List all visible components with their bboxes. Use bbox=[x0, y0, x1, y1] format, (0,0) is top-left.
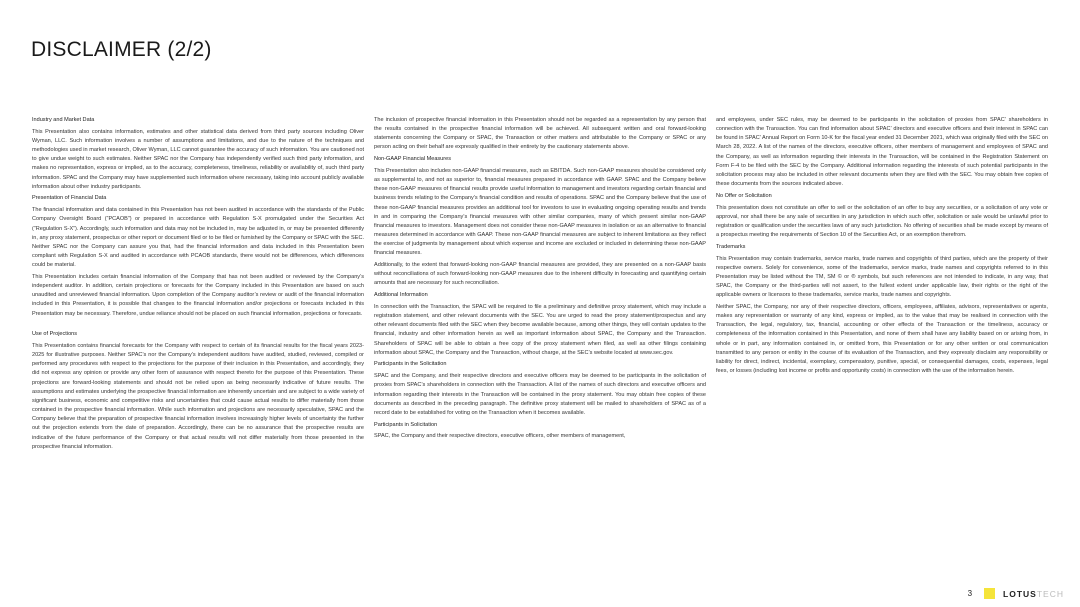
paragraph: This presentation does not constitute an offer to sell or the solicitation of an offer to buy any securities, or a solicitation of any vote or approval, nor shall there be any sale of securities in any jurisdiction in which such offer, solicitation or sale would be unlawful prior to registration or qualification under the securities laws of any such jurisdiction. No offering of securities shall be made except by means of a prospectus meeting the requirements of Section 10 of the Securities Act, or an exemption therefrom. bbox=[716, 204, 1048, 239]
logo-bold-text: LOTUS bbox=[1003, 588, 1037, 599]
section-heading: Industry and Market Data bbox=[32, 117, 95, 123]
section-heading: Participants in the Solicitation bbox=[374, 361, 447, 368]
column-middle bbox=[374, 116, 706, 454]
lotus-tech-logo bbox=[1003, 589, 1064, 599]
section-heading: No Offer or Solicitation bbox=[716, 192, 772, 199]
section-heading: Use of Projections bbox=[32, 331, 78, 338]
paragraph: This Presentation may contain trademarks, service marks, trade names and copyrights of third parties, which are the property of their respective owners. Solely for convenience, some of the trademarks, service marks, trade names and copyrights referred to in this Presentation may be listed without the TM, SM © or ® symbols, but such references are not intended to indicate, in any way, that SPAC, the Company or the third-parties will not assert, to the fullest extent under applicable law, their rights or the right of the applicable owners or licensors to these trademarks, service marks, trade names and copyrights. bbox=[716, 255, 1048, 299]
column-right bbox=[716, 116, 1048, 454]
paragraph: The inclusion of prospective financial information in this Presentation should not be regarded as a representation by any person that the results contained in the prospective financial information will be achieved. All subsequent written and oral forward-looking statements concerning the Company or SPAC, the Transaction or other matters and attributable to the Company or SPAC or any person acting on their behalf are expressly qualified in their entirety by the cautionary statements above. bbox=[374, 117, 706, 151]
section-heading: Additional Information bbox=[374, 292, 428, 299]
disclaimer-columns bbox=[32, 116, 1048, 454]
logo-light-text: TECH bbox=[1036, 588, 1064, 599]
paragraph: SPAC and the Company, and their respective directors and executive officers may be deemed to be participants in the solicitation of proxies from SPAC’s shareholders in connection with the Transaction. A list of the names of such directors and executive officers and information regarding their interests in the Transaction will be contained in the proxy statement. You may obtain free copies of these documents as described in the preceding paragraph. The definitive proxy statement will be mailed to shareholders of SPAC as of a record date to be established for voting on the Transaction when it becomes available. bbox=[374, 373, 706, 416]
footer bbox=[968, 588, 1064, 599]
paragraph: This Presentation includes certain financial information of the Company that has not been audited or reviewed by the Company’s independent auditor. In addition, certain projections or forecasts for the Company included in this Presentation are based on such unaudited and unreviewed financial information. Upon completion of the Company auditor’s review or audit of the financial information included in this Presentation, it is possible that changes to the financial information and/or projections or forecasts included in this Presentation may be necessary. Therefore, undue reliance should not be placed on such financial information, projections or forecasts. bbox=[32, 273, 364, 317]
paragraph: In connection with the Transaction, the SPAC will be required to file a preliminary and definitive proxy statement, which may include a registration statement, and other relevant documents with the SEC. You are urged to read the proxy statement/prospectus and any other relevant documents filed with the SEC when they become available because, among other things, they will contain updates to the financial, industry and other information herein as well as important information about SPAC, the Company and the Transaction. Shareholders of SPAC will be able to obtain a free copy of the proxy statement when filed, as well as other filings containing information about SPAC, the Company and the Transaction, without charge, at the SEC’s website located at www.sec.gov. bbox=[374, 303, 706, 356]
paragraph: SPAC, the Company and their respective directors, executive officers, other members of management, bbox=[374, 433, 626, 440]
logo-square-icon bbox=[984, 588, 995, 599]
paragraph: The financial information and data contained in this Presentation has not been audited in accordance with the standards of the Public Company Oversight Board (“PCAOB”) or prepared in accordance with Regulation S-X promulgated under the Securities Act (“Regulation S-X”). Accordingly, such information and data may not be included in, may be adjusted in, or may be presented differently in, any proxy statement, prospectus or other report or document filed or to be filed or furnished by the Company or SPAC with the SEC. Neither SPAC nor the Company can assure you that, had the financial information and data included in this Presentation been compliant with Regulation S-X and audited in accordance with PCAOB standards, there would not be differences, which differences could be material. bbox=[32, 207, 364, 269]
paragraph: This Presentation also contains information, estimates and other statistical data derived from third party sources including Oliver Wyman, LLC. Such information involves a number of assumptions and limitations, and due to the nature of the techniques and methodologies used in market research, Oliver Wyman, LLC cannot guarantee the accuracy of such information. You are cautioned not to give undue weight to such estimates. Neither SPAC nor the Company has independently verified such third party information, and makes no representation, express or implied, as to the accuracy, completeness, timeliness, reliability or availability of, such third party information. SPAC and the Company may have supplemented such information where necessary, taking into account publicly available information about other industry participants. bbox=[32, 128, 364, 190]
section-spacer bbox=[32, 321, 364, 330]
paragraph: and employees, under SEC rules, may be deemed to be participants in the solicitation of proxies from SPAC’ shareholders in connection with the Transaction. You can find information about SPAC’ directors and executive officers and their interest in SPAC can be found in SPAC’ Annual Report on Form 10-K for the fiscal year ended 31 December 2021, which was originally filed with the SEC on March 28, 2022. A list of the names of the directors, executive officers, other members of management and employees of SPAC and the Company, as well as information regarding their interests in the Transaction, will be contained in the Registration Statement on Form F-4 to be filed with the SEC by the Company. Additional information regarding the interests of such potential participants in the solicitation process may also be included in other relevant documents when they are filed with the SEC. You may obtain free copies of these documents from the sources indicated above. bbox=[716, 117, 1048, 188]
paragraph: Neither SPAC, the Company, nor any of their respective directors, officers, employees, affiliates, advisors, representatives or agents, makes any representation or warranty of any kind, express or implied, as to the value that may be realised in connection with the Transaction, the legal, regulatory, tax, financial, accounting or other effects of the Transaction or the timeliness, accuracy or completeness of the information contained in this Presentation, and none of them shall have any liability based on or arising from, in whole or in part, any information contained in, or omitted from, this Presentation or for any other written or oral communication transmitted to any person or entity in the course of its evaluation of the Transaction, and they expressly disclaim any responsibility or liability for direct, indirect, incidental, exemplary, compensatory, punitive, special, or consequential damages, costs, expenses, legal fees, or losses (including lost income or profits and opportunity costs) in connection with the use of the information herein. bbox=[716, 303, 1048, 375]
paragraph: This Presentation contains financial forecasts for the Company with respect to certain of its financial results for the fiscal years 2023-2025 for illustrative purposes. Neither SPAC’s nor the Company’s independent auditors have audited, studied, reviewed, compiled or performed any procedures with respect to the projections for the purpose of their inclusion in this Presentation, and accordingly, they did not express any opinion or provide any other form of assurance with respect thereto for the purpose of this Presentation. These projections are forward-looking statements and should not be relied upon as being necessarily indicative of future results. The assumptions and estimates underlying the prospective financial information are inherently uncertain and are subject to a wide variety of significant business, economic and competitive risks and uncertainties that could cause actual results to differ materially from those contained in the prospective financial information. While such information and projections are necessarily speculative, SPAC and the Company believe that the preparation of prospective financial information involves increasingly higher levels of uncertainty the further out the projection extends from the date of preparation. Accordingly, there can be no assurance that the prospective results are indicative of the future performance of the Company or that actual results will not differ materially from those presented in the prospective financial information. bbox=[32, 343, 364, 450]
page-number: 3 bbox=[967, 589, 973, 598]
section-heading: Presentation of Financial Data bbox=[32, 195, 107, 202]
paragraph: Additionally, to the extent that forward-looking non-GAAP financial measures are provided, they are presented on a non-GAAP basis without reconciliations of such forward-looking non-GAAP measures due to the inherent difficulty in forecasting and quantifying certain amounts that are necessary for such reconciliation. bbox=[374, 262, 706, 287]
section-heading: Trademarks bbox=[716, 243, 746, 250]
section-heading: Non-GAAP Financial Measures bbox=[374, 156, 451, 163]
column-left bbox=[32, 116, 364, 454]
page-title: DISCLAIMER (2/2) bbox=[31, 38, 212, 61]
section-heading: Participants in Solicitation bbox=[374, 421, 438, 428]
paragraph: This Presentation also includes non-GAAP financial measures, such as EBITDA. Such non-GAAP measures should be considered only as supplemental to, and not as superior to, financial measures prepared in accordance with GAAP. SPAC and the Company believe these non-GAAP measures of financial results provide useful information to management and investors regarding certain financial and business trends relating to the Company’s financial condition and results of operations. SPAC and the Company believe that the use of these non-GAAP financial measures provides an additional tool for investors to use in evaluating ongoing operating results and trends in and in comparing the Company’s financial measures with other similar companies, many of which present similar non-GAAP financial measures to investors. Management does not consider these non-GAAP measures in isolation or as an alternative to financial measures determined in accordance with GAAP. These non-GAAP financial measures are subject to inherent limitations as they reflect the exercise of judgments by management about which expense and income are excluded or included in determining these non-GAAP financial measures. bbox=[374, 167, 706, 257]
